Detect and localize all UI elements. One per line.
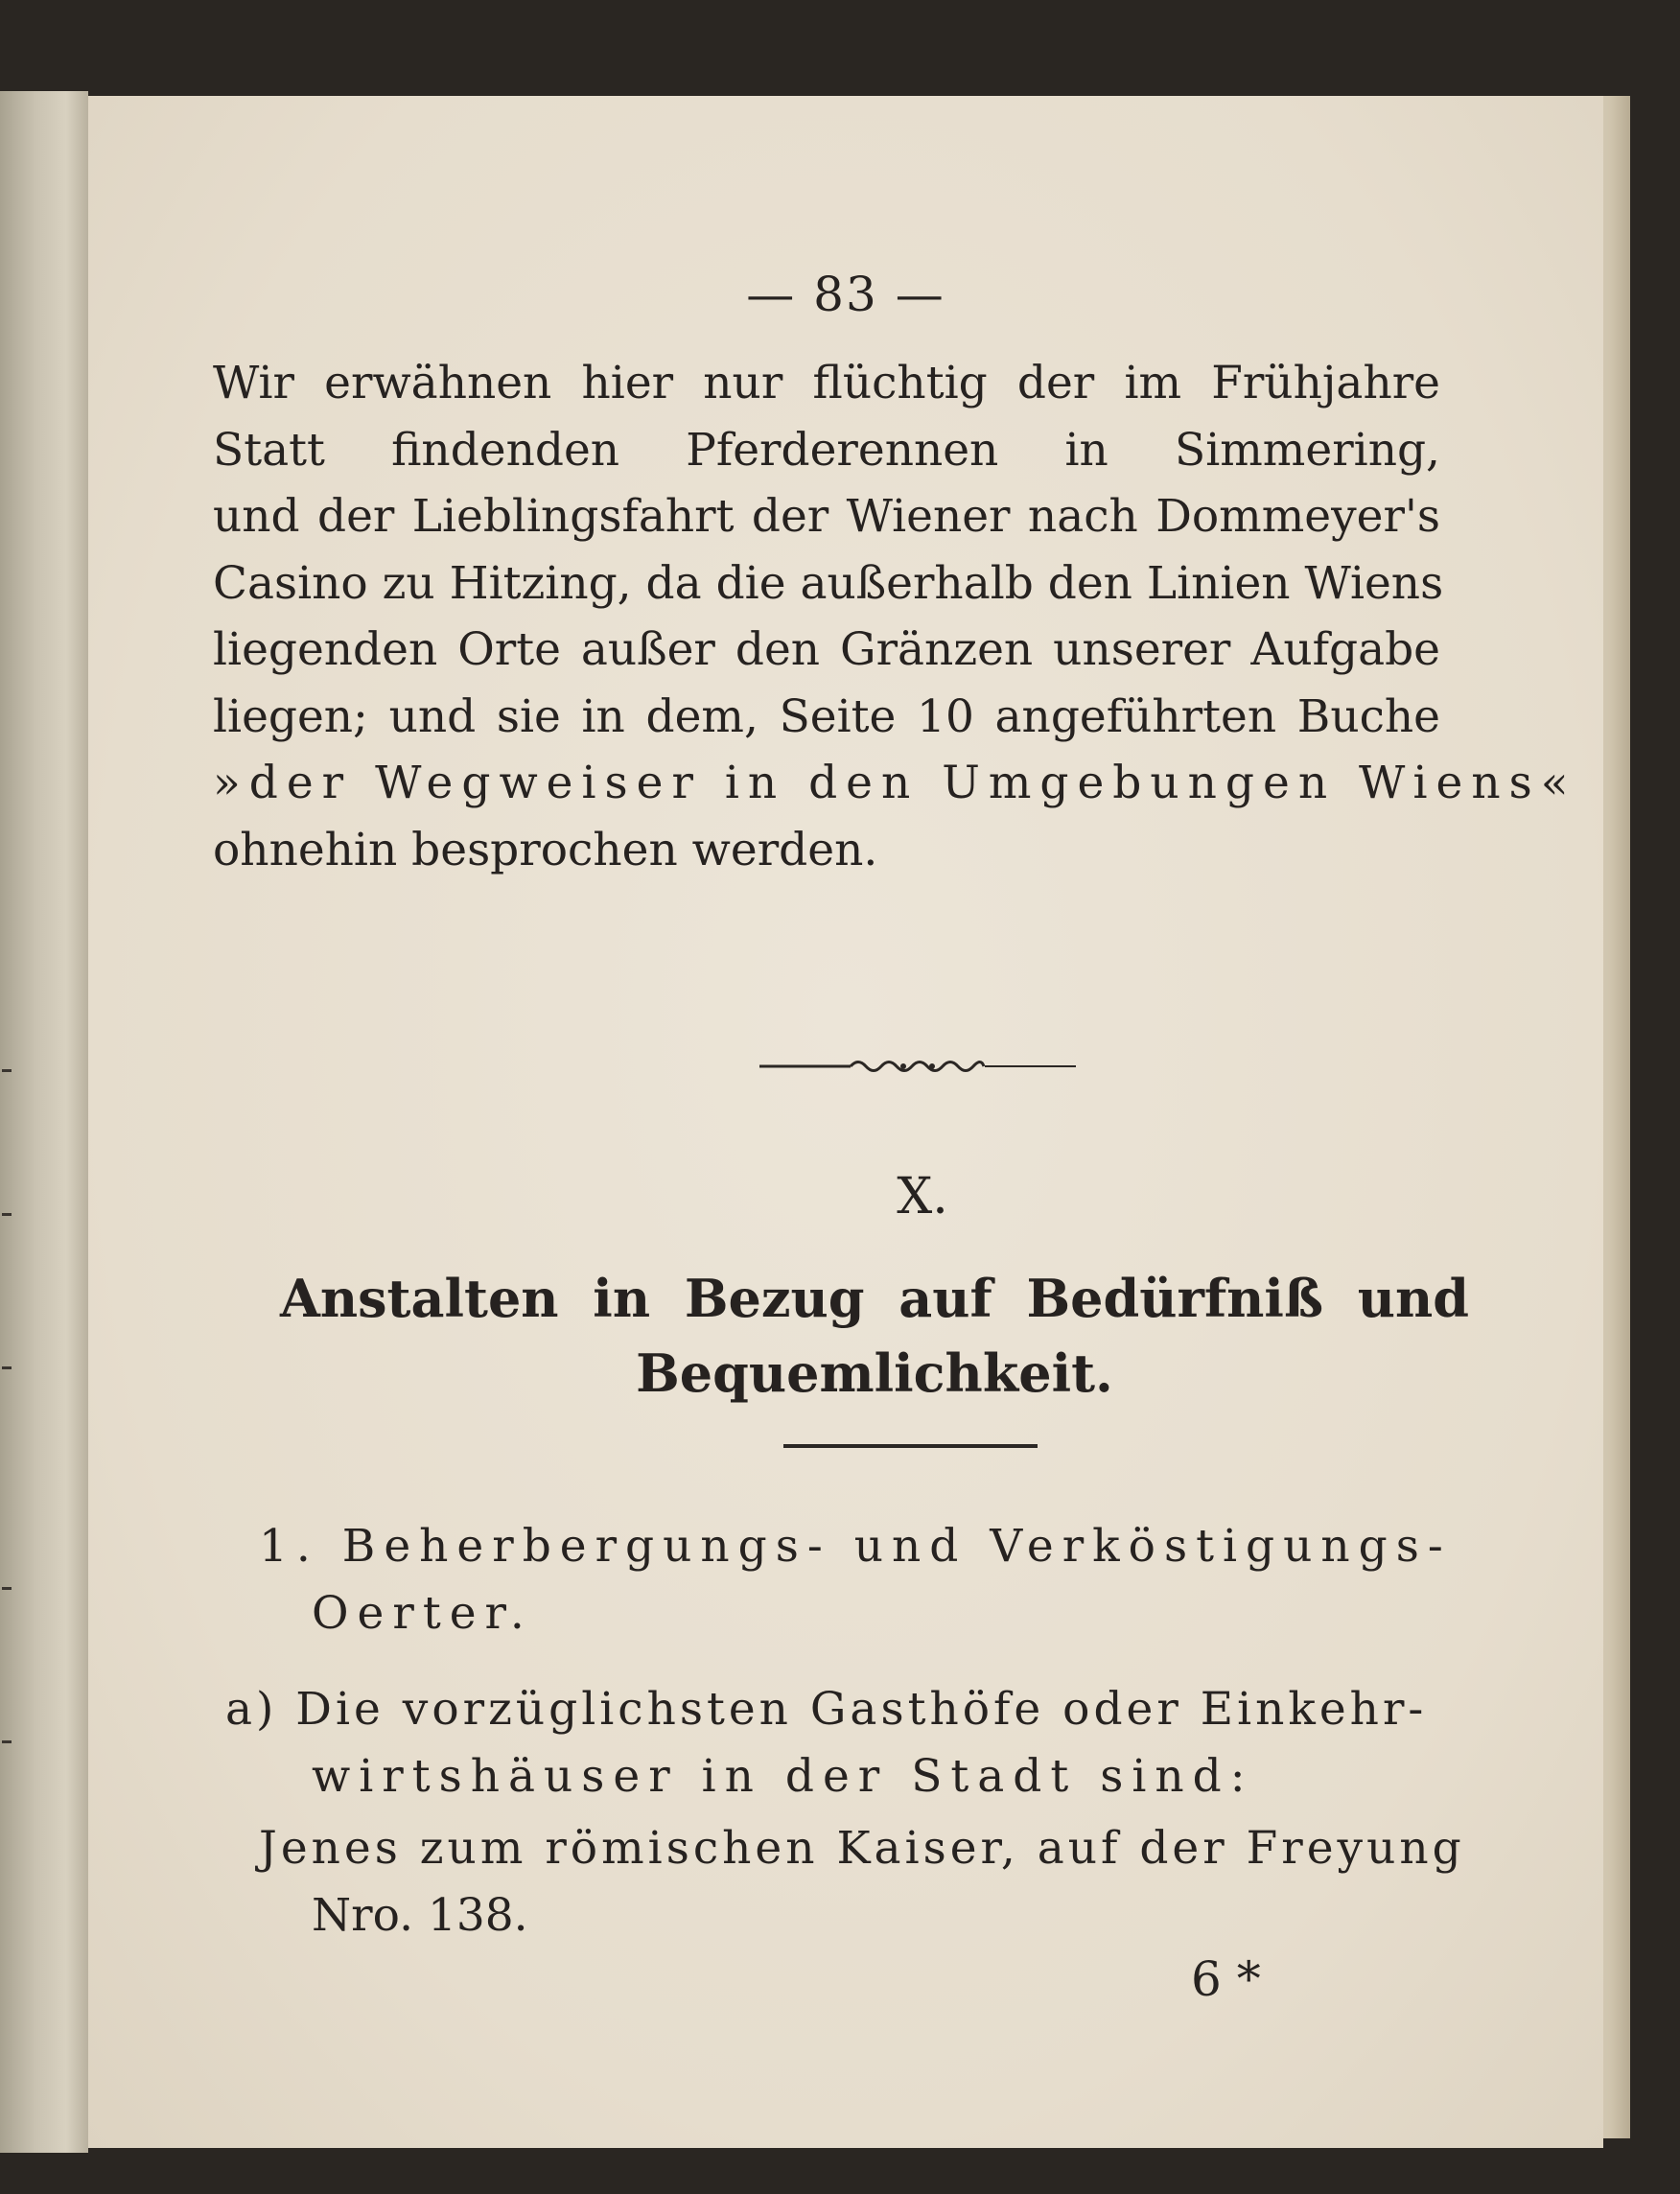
edge-mark (2, 1366, 12, 1369)
edge-mark (2, 1069, 12, 1072)
left-facing-page (0, 91, 88, 2153)
list-item-heading: 1. Beherbergungs- und Verköstigungs- (259, 1520, 1452, 1573)
page-number: — 83 — (746, 267, 945, 322)
section-heading (280, 1261, 1469, 1411)
edge-mark (2, 1740, 12, 1743)
paragraph-line: Statt findenden Pferderennen in Simmering, (213, 423, 1440, 477)
heading-line: Bequemlichkeit. (636, 1342, 1113, 1404)
paragraph-line: und der Lieblingsfahrt der Wiener nach Dommeyer's (213, 490, 1440, 543)
list-entry: Nro. 138. (312, 1889, 528, 1942)
paragraph-line: liegenden Orte außer den Gränzen unserer Aufgabe (213, 623, 1440, 676)
paragraph-line: ohnehin besprochen werden. (213, 823, 878, 876)
heading-rule (783, 1444, 1038, 1448)
paragraph (213, 350, 1577, 883)
paragraph-line: »der Wegweiser in den Umgebungen Wiens« (213, 757, 1577, 809)
list-item: wirtshäuser in der Stadt sind: (312, 1750, 1254, 1803)
book-page (88, 96, 1603, 2148)
list-item: a) Die vorzüglichsten Gasthöfe oder Einkehr- (225, 1683, 1428, 1736)
paragraph-line: Casino zu Hitzing, da die außerhalb den Linien Wiens (213, 556, 1444, 610)
section-number: X. (897, 1168, 948, 1225)
ornament-divider (759, 1055, 1076, 1078)
paragraph-line: Wir erwähnen hier nur flüchtig der im Frühjahre (213, 357, 1440, 409)
list-item-heading: Oerter. (312, 1587, 533, 1640)
paragraph-line: liegen; und sie in dem, Seite 10 angeführten Buche (213, 689, 1440, 743)
edge-mark (2, 1587, 12, 1590)
signature-mark: 6 * (1191, 1951, 1261, 2007)
edge-mark (2, 1213, 12, 1216)
list-entry: Jenes zum römischen Kaiser, auf der Freyung (259, 1822, 1465, 1875)
heading-line: Anstalten in Bezug auf Bedürfniß und (280, 1268, 1469, 1329)
